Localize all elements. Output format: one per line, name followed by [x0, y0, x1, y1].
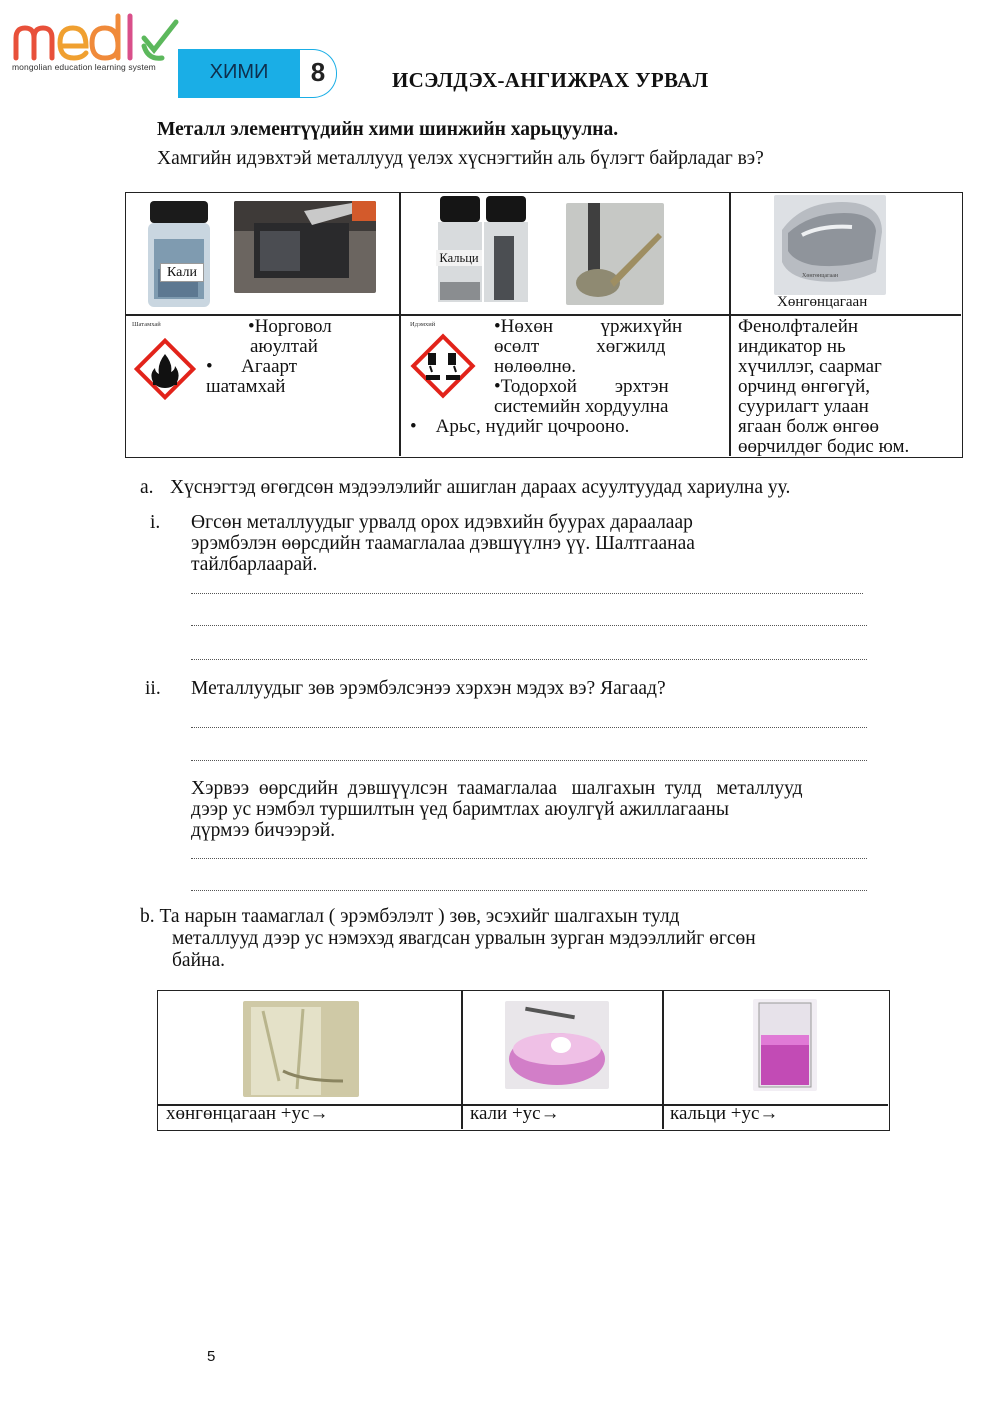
hazard-flammable-caption: Шатамхай — [132, 321, 161, 328]
question-line: дүрмээ бичээрэй. — [191, 820, 336, 841]
metals-info-table — [125, 192, 963, 458]
calcium-water-photo — [753, 999, 817, 1091]
calcium-hazard-text — [410, 317, 728, 437]
page-title: ИСЭЛДЭХ-АНГИЖРАХ УРВАЛ — [392, 68, 709, 92]
part-a-text: Хүснэгтэд өгөгдсөн мэдээлэлийг ашиглан дараах асуултуудад хариулна уу. — [170, 477, 791, 498]
aluminum-water-photo — [243, 1001, 359, 1097]
hazard-line: • Арьс, нүдийг цочрооно. — [410, 416, 630, 437]
indicator-line: ягаан болж өнгөө — [738, 416, 880, 437]
question-2-text: Металлуудыг зөв эрэмбэлсэнээ хэрхэн мэдэх вэ? Яагаад? — [191, 678, 666, 699]
answer-line[interactable] — [191, 625, 867, 626]
flammable-hazard-icon — [134, 338, 196, 400]
question-1-number: i. — [150, 512, 161, 533]
answer-line[interactable] — [191, 659, 867, 660]
hazard-line: шатамхай — [206, 376, 286, 397]
question-line: тайлбарлаарай. — [191, 554, 318, 575]
part-a-label: a. — [140, 477, 154, 498]
question-3-text — [191, 778, 803, 841]
question-line: дээр ус нэмбэл туршилтын үед баримтлах аюулгүй ажиллагааны — [191, 799, 729, 820]
hazard-line: • Агаарт — [206, 356, 298, 377]
subject-tab — [178, 49, 338, 98]
hazard-line: аюултай — [250, 336, 318, 357]
indicator-line: өөрчилдөг бодис юм. — [738, 436, 910, 457]
hazard-line: нөлөөлнө. — [494, 356, 577, 377]
indicator-line: хүчиллэг, саармаг — [738, 356, 882, 377]
hazard-line: өсөлт хөгжилд — [494, 336, 666, 357]
part-b-line: b. Та нарын таамаглал ( эрэмбэлэлт ) зөв, эсэхийг шалгахын тулд — [140, 906, 680, 927]
answer-line[interactable] — [191, 858, 867, 859]
potassium-hazard-text — [206, 317, 396, 397]
hazard-line: •Норговол — [248, 316, 332, 337]
answer-line[interactable] — [191, 727, 867, 728]
intro-question: Хамгийн идэвхтэй металлууд үелэх хүснэгтийн аль бүлэгт байрладаг вэ? — [157, 148, 764, 169]
grade-number: 8 — [310, 57, 326, 87]
calcium-label: Кальци — [436, 250, 482, 266]
aluminum-photo — [774, 195, 886, 295]
answer-line[interactable] — [191, 890, 867, 891]
hazard-line: •Нөхөн үржихүйн — [494, 316, 683, 337]
hazard-line: •Тодорхой эрхтэн — [494, 376, 669, 397]
hazard-corrosive-caption: Идэмхий — [410, 321, 436, 328]
answer-line[interactable] — [191, 593, 863, 594]
question-2-number: ii. — [145, 678, 161, 699]
calcium-reaction-label: кальци +ус→ — [670, 1103, 779, 1124]
question-line: Өгсөн металлуудыг урвалд орох идэвхийн буурах дараалаар — [191, 512, 693, 533]
potassium-jar-photo — [144, 199, 214, 309]
answer-line[interactable] — [191, 760, 867, 761]
aluminum-label: Хөнгөнцагаан — [777, 294, 868, 310]
potassium-water-photo — [505, 1001, 609, 1089]
potassium-cutting-photo — [234, 201, 376, 293]
potassium-label: Кали — [160, 263, 204, 282]
aluminum-reaction-label: хөнгөнцагаан +ус→ — [166, 1103, 329, 1124]
indicator-line: суурилагт улаан — [738, 396, 869, 417]
part-b-line: байна. — [172, 950, 225, 971]
indicator-line: индикатор нь — [738, 336, 846, 357]
hazard-line: системийн хордуулна — [494, 396, 669, 417]
question-line: Хэрвээ өөрсдийн дэвшүүлсэн таамаглалаа шалгахын тулд металлууд — [191, 778, 803, 799]
subject-label: ХИМИ — [209, 61, 269, 83]
indicator-line: орчинд өнгөгүй, — [738, 376, 871, 397]
part-b-text — [140, 906, 756, 972]
part-b-line: металлууд дээр ус нэмэхэд явагдсан урвалын зурган мэдээллийг өгсөн — [172, 928, 756, 949]
intro-heading: Металл элементүүдийн хими шинжийн харьцуулна. — [157, 119, 619, 140]
calcium-cutting-photo — [566, 203, 664, 305]
question-1-text — [191, 512, 695, 575]
potassium-reaction-label: кали +ус→ — [470, 1103, 560, 1124]
page-number: 5 — [207, 1348, 216, 1365]
question-line: эрэмбэлэн өөрсдийн таамаглалаа дэвшүүлнэ үү. Шалтгаанаа — [191, 533, 695, 554]
phenolphthalein-text — [738, 317, 960, 457]
logo-tagline: mongolian education learning system — [12, 62, 156, 72]
indicator-line: Фенолфталейн — [738, 316, 859, 337]
reaction-photos-table — [157, 990, 890, 1131]
aluminum-small-label: Хөнгөнцагаан — [802, 273, 839, 279]
